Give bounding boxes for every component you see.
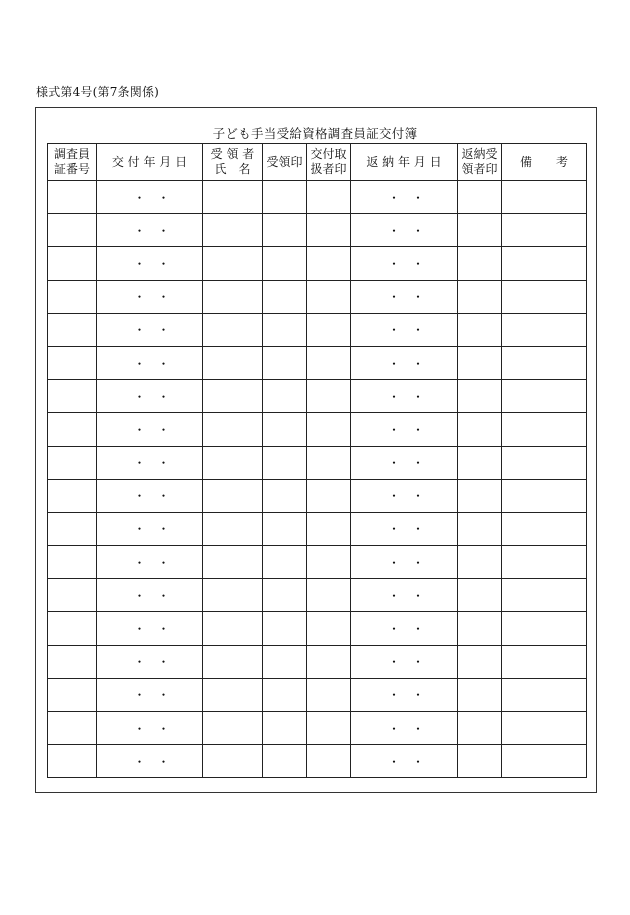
table-row xyxy=(48,645,587,678)
table-cell[interactable] xyxy=(48,413,97,446)
table-cell[interactable] xyxy=(263,313,307,346)
table-cell[interactable] xyxy=(502,546,587,579)
table-cell[interactable] xyxy=(502,280,587,313)
table-cell[interactable] xyxy=(458,612,502,645)
date-separator: ・ xyxy=(157,223,170,238)
issue-date-cell[interactable] xyxy=(97,479,203,512)
return-date-cell[interactable] xyxy=(351,579,458,612)
date-separator: ・ xyxy=(388,622,401,637)
table-cell[interactable] xyxy=(48,247,97,280)
col-issue-date: 交 付 年 月 日 xyxy=(97,144,203,181)
table-cell[interactable] xyxy=(263,579,307,612)
table-cell[interactable] xyxy=(203,745,263,778)
table-cell[interactable] xyxy=(263,346,307,379)
return-date-cell[interactable] xyxy=(351,280,458,313)
date-separator: ・ xyxy=(157,489,170,504)
return-date-cell[interactable] xyxy=(351,612,458,645)
table-cell[interactable] xyxy=(48,645,97,678)
date-separator: ・ xyxy=(388,754,401,769)
table-cell[interactable] xyxy=(502,479,587,512)
table-cell[interactable] xyxy=(263,712,307,745)
table-cell[interactable] xyxy=(203,181,263,214)
date-separator: ・ xyxy=(412,256,425,271)
date-separator: ・ xyxy=(412,223,425,238)
date-separator: ・ xyxy=(157,256,170,271)
table-cell[interactable] xyxy=(48,346,97,379)
date-separator: ・ xyxy=(412,622,425,637)
table-cell[interactable] xyxy=(458,280,502,313)
table-cell[interactable] xyxy=(203,313,263,346)
table-cell[interactable] xyxy=(307,745,351,778)
issue-date-cell[interactable] xyxy=(97,247,203,280)
table-cell[interactable] xyxy=(458,579,502,612)
table-cell[interactable] xyxy=(458,181,502,214)
date-separator: ・ xyxy=(157,356,170,371)
table-cell[interactable] xyxy=(307,612,351,645)
date-separator: ・ xyxy=(133,389,146,404)
table-cell[interactable] xyxy=(307,546,351,579)
table-cell[interactable] xyxy=(203,214,263,247)
date-separator: ・ xyxy=(412,721,425,736)
date-separator: ・ xyxy=(412,290,425,305)
issue-date-cell[interactable] xyxy=(97,280,203,313)
date-separator: ・ xyxy=(133,622,146,637)
table-cell[interactable] xyxy=(203,413,263,446)
date-separator: ・ xyxy=(157,588,170,603)
table-cell[interactable] xyxy=(307,645,351,678)
table-cell[interactable] xyxy=(48,678,97,711)
return-date-cell[interactable] xyxy=(351,512,458,545)
col-return-date: 返 納 年 月 日 xyxy=(351,144,458,181)
date-separator: ・ xyxy=(133,456,146,471)
return-date-cell[interactable] xyxy=(351,413,458,446)
return-date-cell[interactable] xyxy=(351,181,458,214)
date-separator: ・ xyxy=(157,190,170,205)
table-cell[interactable] xyxy=(307,280,351,313)
table-cell[interactable] xyxy=(203,546,263,579)
date-separator: ・ xyxy=(133,522,146,537)
date-separator: ・ xyxy=(412,588,425,603)
issue-date-cell[interactable] xyxy=(97,346,203,379)
table-cell[interactable] xyxy=(307,512,351,545)
return-date-cell[interactable] xyxy=(351,745,458,778)
col-remarks: 備 考 xyxy=(502,144,587,181)
table-cell[interactable] xyxy=(458,479,502,512)
issue-date-cell[interactable] xyxy=(97,380,203,413)
table-cell[interactable] xyxy=(502,181,587,214)
table-cell[interactable] xyxy=(48,745,97,778)
table-cell[interactable] xyxy=(458,645,502,678)
return-date-cell[interactable] xyxy=(351,712,458,745)
table-cell[interactable] xyxy=(307,446,351,479)
date-separator: ・ xyxy=(412,688,425,703)
issue-date-cell[interactable] xyxy=(97,612,203,645)
table-cell[interactable] xyxy=(263,380,307,413)
table-cell[interactable] xyxy=(307,181,351,214)
table-cell[interactable] xyxy=(307,214,351,247)
date-separator: ・ xyxy=(388,522,401,537)
date-separator: ・ xyxy=(133,256,146,271)
table-cell[interactable] xyxy=(263,745,307,778)
table-cell[interactable] xyxy=(263,546,307,579)
col-recipient-name: 受 領 者 氏 名 xyxy=(203,144,263,181)
return-date-cell[interactable] xyxy=(351,346,458,379)
table-cell[interactable] xyxy=(203,512,263,545)
date-separator: ・ xyxy=(157,688,170,703)
issue-date-cell[interactable] xyxy=(97,645,203,678)
table-cell[interactable] xyxy=(203,579,263,612)
table-cell[interactable] xyxy=(307,678,351,711)
table-row xyxy=(48,579,587,612)
date-separator: ・ xyxy=(157,422,170,437)
date-separator: ・ xyxy=(388,356,401,371)
date-separator: ・ xyxy=(157,754,170,769)
issue-date-cell[interactable] xyxy=(97,413,203,446)
header-row xyxy=(48,144,587,181)
table-cell[interactable] xyxy=(48,380,97,413)
table-cell[interactable] xyxy=(203,612,263,645)
return-date-cell[interactable] xyxy=(351,645,458,678)
issue-date-cell[interactable] xyxy=(97,313,203,346)
date-separator: ・ xyxy=(133,754,146,769)
table-cell[interactable] xyxy=(203,346,263,379)
table-cell[interactable] xyxy=(263,181,307,214)
table-cell[interactable] xyxy=(502,612,587,645)
date-separator: ・ xyxy=(412,655,425,670)
table-cell[interactable] xyxy=(48,446,97,479)
table-cell[interactable] xyxy=(458,313,502,346)
table-cell[interactable] xyxy=(307,579,351,612)
table-cell[interactable] xyxy=(307,346,351,379)
table-cell[interactable] xyxy=(48,512,97,545)
col-id-number: 調査員 証番号 xyxy=(48,144,97,181)
issue-date-cell[interactable] xyxy=(97,181,203,214)
date-separator: ・ xyxy=(388,190,401,205)
date-separator: ・ xyxy=(388,422,401,437)
date-separator: ・ xyxy=(412,323,425,338)
date-separator: ・ xyxy=(157,721,170,736)
date-separator: ・ xyxy=(157,389,170,404)
table-cell[interactable] xyxy=(203,712,263,745)
date-separator: ・ xyxy=(133,422,146,437)
date-separator: ・ xyxy=(412,754,425,769)
date-separator: ・ xyxy=(133,555,146,570)
date-separator: ・ xyxy=(133,356,146,371)
ledger-table xyxy=(47,143,587,778)
date-separator: ・ xyxy=(412,422,425,437)
table-cell[interactable] xyxy=(203,380,263,413)
return-date-cell[interactable] xyxy=(351,214,458,247)
date-separator: ・ xyxy=(157,522,170,537)
table-cell[interactable] xyxy=(458,446,502,479)
table-cell[interactable] xyxy=(307,479,351,512)
table-cell[interactable] xyxy=(48,280,97,313)
return-date-cell[interactable] xyxy=(351,678,458,711)
table-cell[interactable] xyxy=(48,612,97,645)
table-cell[interactable] xyxy=(307,313,351,346)
table-row xyxy=(48,380,587,413)
table-cell[interactable] xyxy=(263,612,307,645)
col-receipt-seal: 受領印 xyxy=(263,144,307,181)
table-cell[interactable] xyxy=(203,247,263,280)
table-row xyxy=(48,413,587,446)
table-cell[interactable] xyxy=(458,512,502,545)
table-cell[interactable] xyxy=(458,413,502,446)
table-cell[interactable] xyxy=(502,745,587,778)
table-cell[interactable] xyxy=(502,346,587,379)
return-date-cell[interactable] xyxy=(351,380,458,413)
date-separator: ・ xyxy=(133,588,146,603)
issue-date-cell[interactable] xyxy=(97,745,203,778)
date-separator: ・ xyxy=(388,721,401,736)
table-cell[interactable] xyxy=(502,712,587,745)
table-cell[interactable] xyxy=(458,712,502,745)
date-separator: ・ xyxy=(133,290,146,305)
date-separator: ・ xyxy=(412,456,425,471)
table-cell[interactable] xyxy=(48,479,97,512)
table-cell[interactable] xyxy=(502,380,587,413)
table-row xyxy=(48,313,587,346)
table-row xyxy=(48,446,587,479)
return-date-cell[interactable] xyxy=(351,479,458,512)
table-cell[interactable] xyxy=(203,446,263,479)
table-row xyxy=(48,745,587,778)
return-date-cell[interactable] xyxy=(351,446,458,479)
date-separator: ・ xyxy=(133,721,146,736)
return-date-cell[interactable] xyxy=(351,546,458,579)
date-separator: ・ xyxy=(412,489,425,504)
table-cell[interactable] xyxy=(48,546,97,579)
table-cell[interactable] xyxy=(307,712,351,745)
table-row xyxy=(48,181,587,214)
table-cell[interactable] xyxy=(458,745,502,778)
table-cell[interactable] xyxy=(263,512,307,545)
date-separator: ・ xyxy=(388,290,401,305)
table-cell[interactable] xyxy=(458,214,502,247)
date-separator: ・ xyxy=(388,655,401,670)
issue-date-cell[interactable] xyxy=(97,214,203,247)
date-separator: ・ xyxy=(412,522,425,537)
table-cell[interactable] xyxy=(48,214,97,247)
table-cell[interactable] xyxy=(502,579,587,612)
date-separator: ・ xyxy=(157,323,170,338)
table-cell[interactable] xyxy=(458,247,502,280)
date-separator: ・ xyxy=(388,223,401,238)
table-cell[interactable] xyxy=(203,280,263,313)
table-row xyxy=(48,479,587,512)
ledger-title: 子ども手当受給資格調査員証交付簿 xyxy=(212,126,418,141)
table-cell[interactable] xyxy=(458,546,502,579)
table-row xyxy=(48,346,587,379)
table-cell[interactable] xyxy=(502,512,587,545)
date-separator: ・ xyxy=(133,489,146,504)
issue-date-cell[interactable] xyxy=(97,512,203,545)
col-issuer-seal: 交付取 扱者印 xyxy=(307,144,351,181)
issue-date-cell[interactable] xyxy=(97,446,203,479)
table-cell[interactable] xyxy=(502,413,587,446)
table-cell[interactable] xyxy=(307,247,351,280)
date-separator: ・ xyxy=(133,323,146,338)
table-cell[interactable] xyxy=(502,645,587,678)
date-separator: ・ xyxy=(412,555,425,570)
table-cell[interactable] xyxy=(263,413,307,446)
date-separator: ・ xyxy=(388,456,401,471)
table-row xyxy=(48,612,587,645)
table-cell[interactable] xyxy=(502,678,587,711)
date-separator: ・ xyxy=(412,190,425,205)
table-cell[interactable] xyxy=(203,479,263,512)
table-cell[interactable] xyxy=(502,446,587,479)
date-separator: ・ xyxy=(412,389,425,404)
ledger-body xyxy=(48,181,587,778)
date-separator: ・ xyxy=(388,256,401,271)
table-cell[interactable] xyxy=(307,413,351,446)
table-cell[interactable] xyxy=(307,380,351,413)
date-separator: ・ xyxy=(157,655,170,670)
table-cell[interactable] xyxy=(263,446,307,479)
date-separator: ・ xyxy=(133,655,146,670)
table-row xyxy=(48,280,587,313)
table-cell[interactable] xyxy=(458,678,502,711)
table-cell[interactable] xyxy=(502,214,587,247)
date-separator: ・ xyxy=(133,190,146,205)
table-cell[interactable] xyxy=(263,247,307,280)
issue-date-cell[interactable] xyxy=(97,678,203,711)
table-cell[interactable] xyxy=(48,313,97,346)
table-cell[interactable] xyxy=(502,247,587,280)
table-row xyxy=(48,546,587,579)
issue-date-cell[interactable] xyxy=(97,579,203,612)
issue-date-cell[interactable] xyxy=(97,712,203,745)
table-row xyxy=(48,214,587,247)
table-cell[interactable] xyxy=(263,645,307,678)
date-separator: ・ xyxy=(388,489,401,504)
table-row xyxy=(48,512,587,545)
date-separator: ・ xyxy=(157,290,170,305)
table-row xyxy=(48,247,587,280)
form-number-label: 様式第4号(第7条関係) xyxy=(36,85,160,99)
date-separator: ・ xyxy=(388,688,401,703)
date-separator: ・ xyxy=(388,389,401,404)
date-separator: ・ xyxy=(412,356,425,371)
date-separator: ・ xyxy=(133,223,146,238)
date-separator: ・ xyxy=(157,456,170,471)
table-cell[interactable] xyxy=(263,214,307,247)
date-separator: ・ xyxy=(133,688,146,703)
table-cell[interactable] xyxy=(203,645,263,678)
date-separator: ・ xyxy=(157,622,170,637)
table-row xyxy=(48,678,587,711)
return-date-cell[interactable] xyxy=(351,313,458,346)
issue-date-cell[interactable] xyxy=(97,546,203,579)
date-separator: ・ xyxy=(388,588,401,603)
return-date-cell[interactable] xyxy=(351,247,458,280)
table-cell[interactable] xyxy=(48,181,97,214)
table-cell[interactable] xyxy=(458,346,502,379)
table-cell[interactable] xyxy=(48,712,97,745)
date-separator: ・ xyxy=(157,555,170,570)
table-cell[interactable] xyxy=(263,280,307,313)
table-cell[interactable] xyxy=(203,678,263,711)
table-cell[interactable] xyxy=(48,579,97,612)
date-separator: ・ xyxy=(388,323,401,338)
table-cell[interactable] xyxy=(263,678,307,711)
table-row xyxy=(48,712,587,745)
table-cell[interactable] xyxy=(458,380,502,413)
date-separator: ・ xyxy=(388,555,401,570)
table-cell[interactable] xyxy=(263,479,307,512)
col-return-receiver-seal: 返納受 領者印 xyxy=(458,144,502,181)
table-cell[interactable] xyxy=(502,313,587,346)
